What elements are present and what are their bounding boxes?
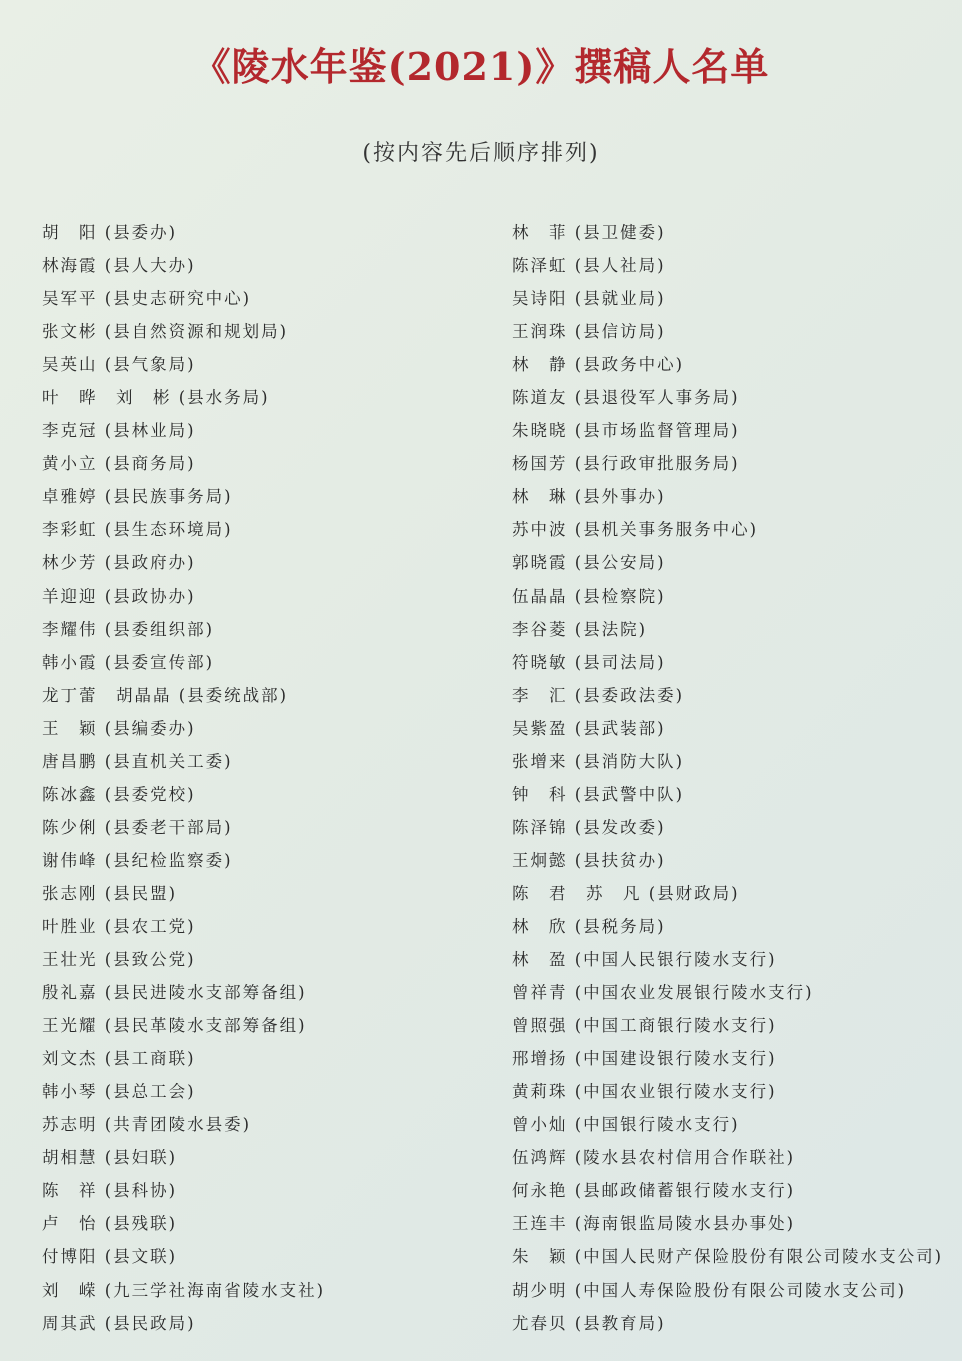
contributor-entry: 刘文杰 (县工商联) [42, 1049, 196, 1069]
contributor-entry: 李谷菱 (县法院) [512, 619, 648, 639]
contributor-entry: 曾照强 (中国工商银行陵水支行) [512, 1016, 777, 1036]
contributor-entry: 陈冰鑫 (县委党校) [42, 784, 196, 804]
contributor-entry: 伍鸿辉 (陵水县农村信用合作联社) [512, 1148, 796, 1168]
contributor-entry: 苏志明 (共青团陵水县委) [42, 1115, 252, 1135]
contributor-entry: 李耀伟 (县委组织部) [42, 619, 215, 639]
contributor-entry: 羊迎迎 (县政协办) [42, 586, 196, 606]
contributor-entry: 周其武 (县民政局) [42, 1313, 196, 1333]
contributor-entry: 林海霞 (县人大办) [42, 256, 196, 276]
contributor-entry: 林 盈 (中国人民银行陵水支行) [512, 950, 777, 970]
contributor-entry: 张志刚 (县民盟) [42, 883, 178, 903]
contributor-entry: 唐昌鹏 (县直机关工委) [42, 751, 233, 771]
contributor-entry: 曾小灿 (中国银行陵水支行) [512, 1115, 740, 1135]
contributor-list-right [512, 218, 952, 1342]
contributor-entry: 张文彬 (县自然资源和规划局) [42, 322, 289, 342]
contributor-entry: 林 欣 (县税务局) [512, 916, 666, 936]
contributor-entry: 黄莉珠 (中国农业银行陵水支行) [512, 1082, 777, 1102]
contributor-entry: 李克冠 (县林业局) [42, 421, 196, 441]
contributor-entry: 钟 科 (县武警中队) [512, 784, 685, 804]
contributor-entry: 林 菲 (县卫健委) [512, 223, 666, 242]
contributor-entry: 林 静 (县政务中心) [512, 355, 685, 375]
contributor-entry: 李彩虹 (县生态环境局) [42, 520, 233, 540]
contributor-entry: 陈泽锦 (县发改委) [512, 817, 666, 837]
contributor-entry: 张增来 (县消防大队) [512, 751, 685, 771]
contributor-entry: 李 汇 (县委政法委) [512, 685, 685, 705]
contributor-entry: 曾祥青 (中国农业发展银行陵水支行) [512, 983, 814, 1003]
contributor-entry: 邢增扬 (中国建设银行陵水支行) [512, 1049, 777, 1069]
contributor-entry: 王壮光 (县致公党) [42, 950, 196, 970]
contributor-entry: 吴诗阳 (县就业局) [512, 289, 666, 309]
contributor-entry: 谢伟峰 (县纪检监察委) [42, 850, 233, 870]
contributor-entry: 叶 晔 刘 彬 (县水务局) [42, 388, 270, 408]
contributor-entry: 胡少明 (中国人寿保险股份有限公司陵水支公司) [512, 1280, 907, 1300]
contributor-entry: 刘 嵘 (九三学社海南省陵水支社) [42, 1280, 326, 1300]
contributor-entry: 符晓敏 (县司法局) [512, 652, 666, 672]
contributor-entry: 林少芳 (县政府办) [42, 553, 196, 573]
contributor-entry: 吴英山 (县气象局) [42, 355, 196, 375]
contributor-entry: 陈 君 苏 凡 (县财政局) [512, 883, 740, 903]
contributor-entry: 付博阳 (县文联) [42, 1247, 178, 1267]
contributor-entry: 陈道友 (县退役军人事务局) [512, 388, 740, 408]
contributor-entry: 林 琳 (县外事办) [512, 487, 666, 507]
contributor-entry: 吴军平 (县史志研究中心) [42, 289, 252, 309]
contributor-entry: 卢 怡 (县残联) [42, 1214, 178, 1234]
contributor-entry: 陈少俐 (县委老干部局) [42, 817, 233, 837]
contributor-entry: 何永艳 (县邮政储蓄银行陵水支行) [512, 1181, 796, 1201]
contributor-entry: 尤春贝 (县教育局) [512, 1313, 666, 1333]
contributor-entry: 叶胜业 (县农工党) [42, 916, 196, 936]
contributor-entry: 杨国芳 (县行政审批服务局) [512, 454, 740, 474]
contributor-entry: 苏中波 (县机关事务服务中心) [512, 520, 759, 540]
contributor-entry: 王光耀 (县民革陵水支部筹备组) [42, 1016, 307, 1036]
contributor-entry: 胡相慧 (县妇联) [42, 1148, 178, 1168]
page-title: 《陵水年鉴(2021)》撰稿人名单 [192, 44, 770, 89]
contributor-entry: 韩小霞 (县委宣传部) [42, 652, 215, 672]
contributor-entry: 伍晶晶 (县检察院) [512, 586, 666, 606]
page-subtitle: (按内容先后顺序排列) [362, 141, 600, 166]
contributor-entry: 殷礼嘉 (县民进陵水支部筹备组) [42, 983, 307, 1003]
contributor-entry: 朱 颖 (中国人民财产保险股份有限公司陵水支公司) [512, 1247, 944, 1267]
contributor-entry: 黄小立 (县商务局) [42, 454, 196, 474]
contributor-entry: 陈泽虹 (县人社局) [512, 256, 666, 276]
contributor-entry: 韩小琴 (县总工会) [42, 1082, 196, 1102]
contributor-entry: 龙丁蕾 胡晶晶 (县委统战部) [42, 685, 289, 705]
contributor-entry: 王 颖 (县编委办) [42, 718, 196, 738]
contributor-entry: 胡 阳 (县委办) [42, 223, 178, 242]
contributor-entry: 吴紫盈 (县武装部) [512, 718, 666, 738]
contributor-entry: 王润珠 (县信访局) [512, 322, 666, 342]
contributor-entry: 朱晓晓 (县市场监督管理局) [512, 421, 740, 441]
contributor-entry: 卓雅婷 (县民族事务局) [42, 487, 233, 507]
contributor-entry: 郭晓霞 (县公安局) [512, 553, 666, 573]
contributor-list-left [42, 218, 482, 1342]
contributor-entry: 陈 祥 (县科协) [42, 1181, 178, 1201]
contributor-entry: 王炯懿 (县扶贫办) [512, 850, 666, 870]
contributor-entry: 王连丰 (海南银监局陵水县办事处) [512, 1214, 796, 1234]
